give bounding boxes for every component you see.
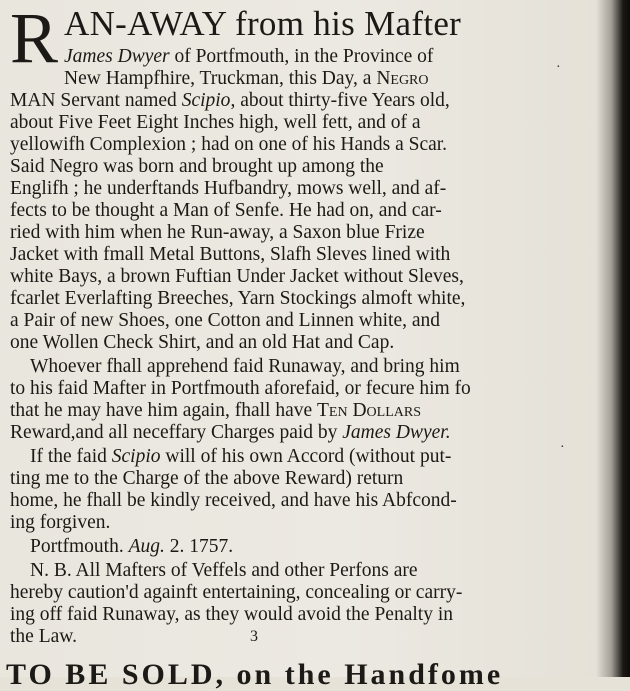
text-line: If the faid Scipio will of his own Accord (without put- bbox=[30, 446, 452, 467]
text-line: white Bays, a brown Fuftian Under Jacket without Sleves, bbox=[10, 266, 464, 287]
margin-speck: · bbox=[556, 60, 561, 75]
text-line: Said Negro was born and brought up among the bbox=[10, 156, 384, 177]
text-line: New Hampfhire, Truckman, this Day, a Negro bbox=[64, 68, 429, 89]
text-line: hereby caution'd againft entertaining, concealing or carry- bbox=[10, 582, 463, 603]
text-line: fcarlet Everlafting Breeches, Yarn Stockings almoft white, bbox=[10, 288, 466, 309]
text-line: Whoever fhall apprehend faid Runaway, and bring him bbox=[30, 356, 460, 377]
text-line: ried with him when he Run-away, a Saxon blue Frize bbox=[10, 222, 425, 243]
text-line: MAN Servant named Scipio, about thirty-five Years old, bbox=[10, 90, 450, 111]
text-line: yellowifh Complexion ; had on one of his Hands a Scar. bbox=[10, 134, 448, 155]
text-line: ting me to the Charge of the above Reward) return bbox=[10, 468, 404, 489]
page-marker-number: 3 bbox=[250, 628, 258, 645]
dateline: Portfmouth. Aug. 2. 1757. bbox=[30, 536, 234, 557]
next-advertisement-heading-cropped: TO BE SOLD, on the Handfome bbox=[6, 658, 504, 691]
text-line: a Pair of new Shoes, one Cotton and Linnen white, and bbox=[10, 310, 440, 331]
margin-speck: · bbox=[560, 440, 565, 455]
text-line: that he may have him again, fhall have Ten Dollars bbox=[10, 400, 421, 421]
text-line: to his faid Mafter in Portfmouth aforefaid, or fecure him fo bbox=[10, 378, 471, 399]
text-line: about Five Feet Eight Inches high, well fett, and of a bbox=[10, 112, 421, 133]
text-line: Reward,and all neceffary Charges paid by James Dwyer. bbox=[10, 422, 451, 443]
text-line: Jacket with fmall Metal Buttons, Slafh Sleves lined with bbox=[10, 244, 451, 265]
text-line: home, he fhall be kindly received, and have his Abfcond- bbox=[10, 490, 457, 511]
drop-cap-letter: R bbox=[10, 0, 58, 78]
text-line: one Wollen Check Shirt, and an old Hat and Cap. bbox=[10, 332, 395, 353]
text-line: N. B. All Mafters of Veffels and other Perfons are bbox=[30, 560, 418, 581]
page-edge-shadow bbox=[596, 0, 630, 677]
headline-text: AN-AWAY from his Mafter bbox=[64, 4, 462, 43]
text-line: ing forgiven. bbox=[10, 512, 111, 533]
text-line: fects to be thought a Man of Senfe. He had on, and car- bbox=[10, 200, 442, 221]
text-line: Englifh ; he underftands Hufbandry, mows well, and af- bbox=[10, 178, 447, 199]
text-line: the Law. bbox=[10, 626, 77, 647]
text-line: ing off faid Runaway, as they would avoid the Penalty in bbox=[10, 604, 453, 625]
text-line: James Dwyer of Portfmouth, in the Province of bbox=[64, 46, 434, 67]
